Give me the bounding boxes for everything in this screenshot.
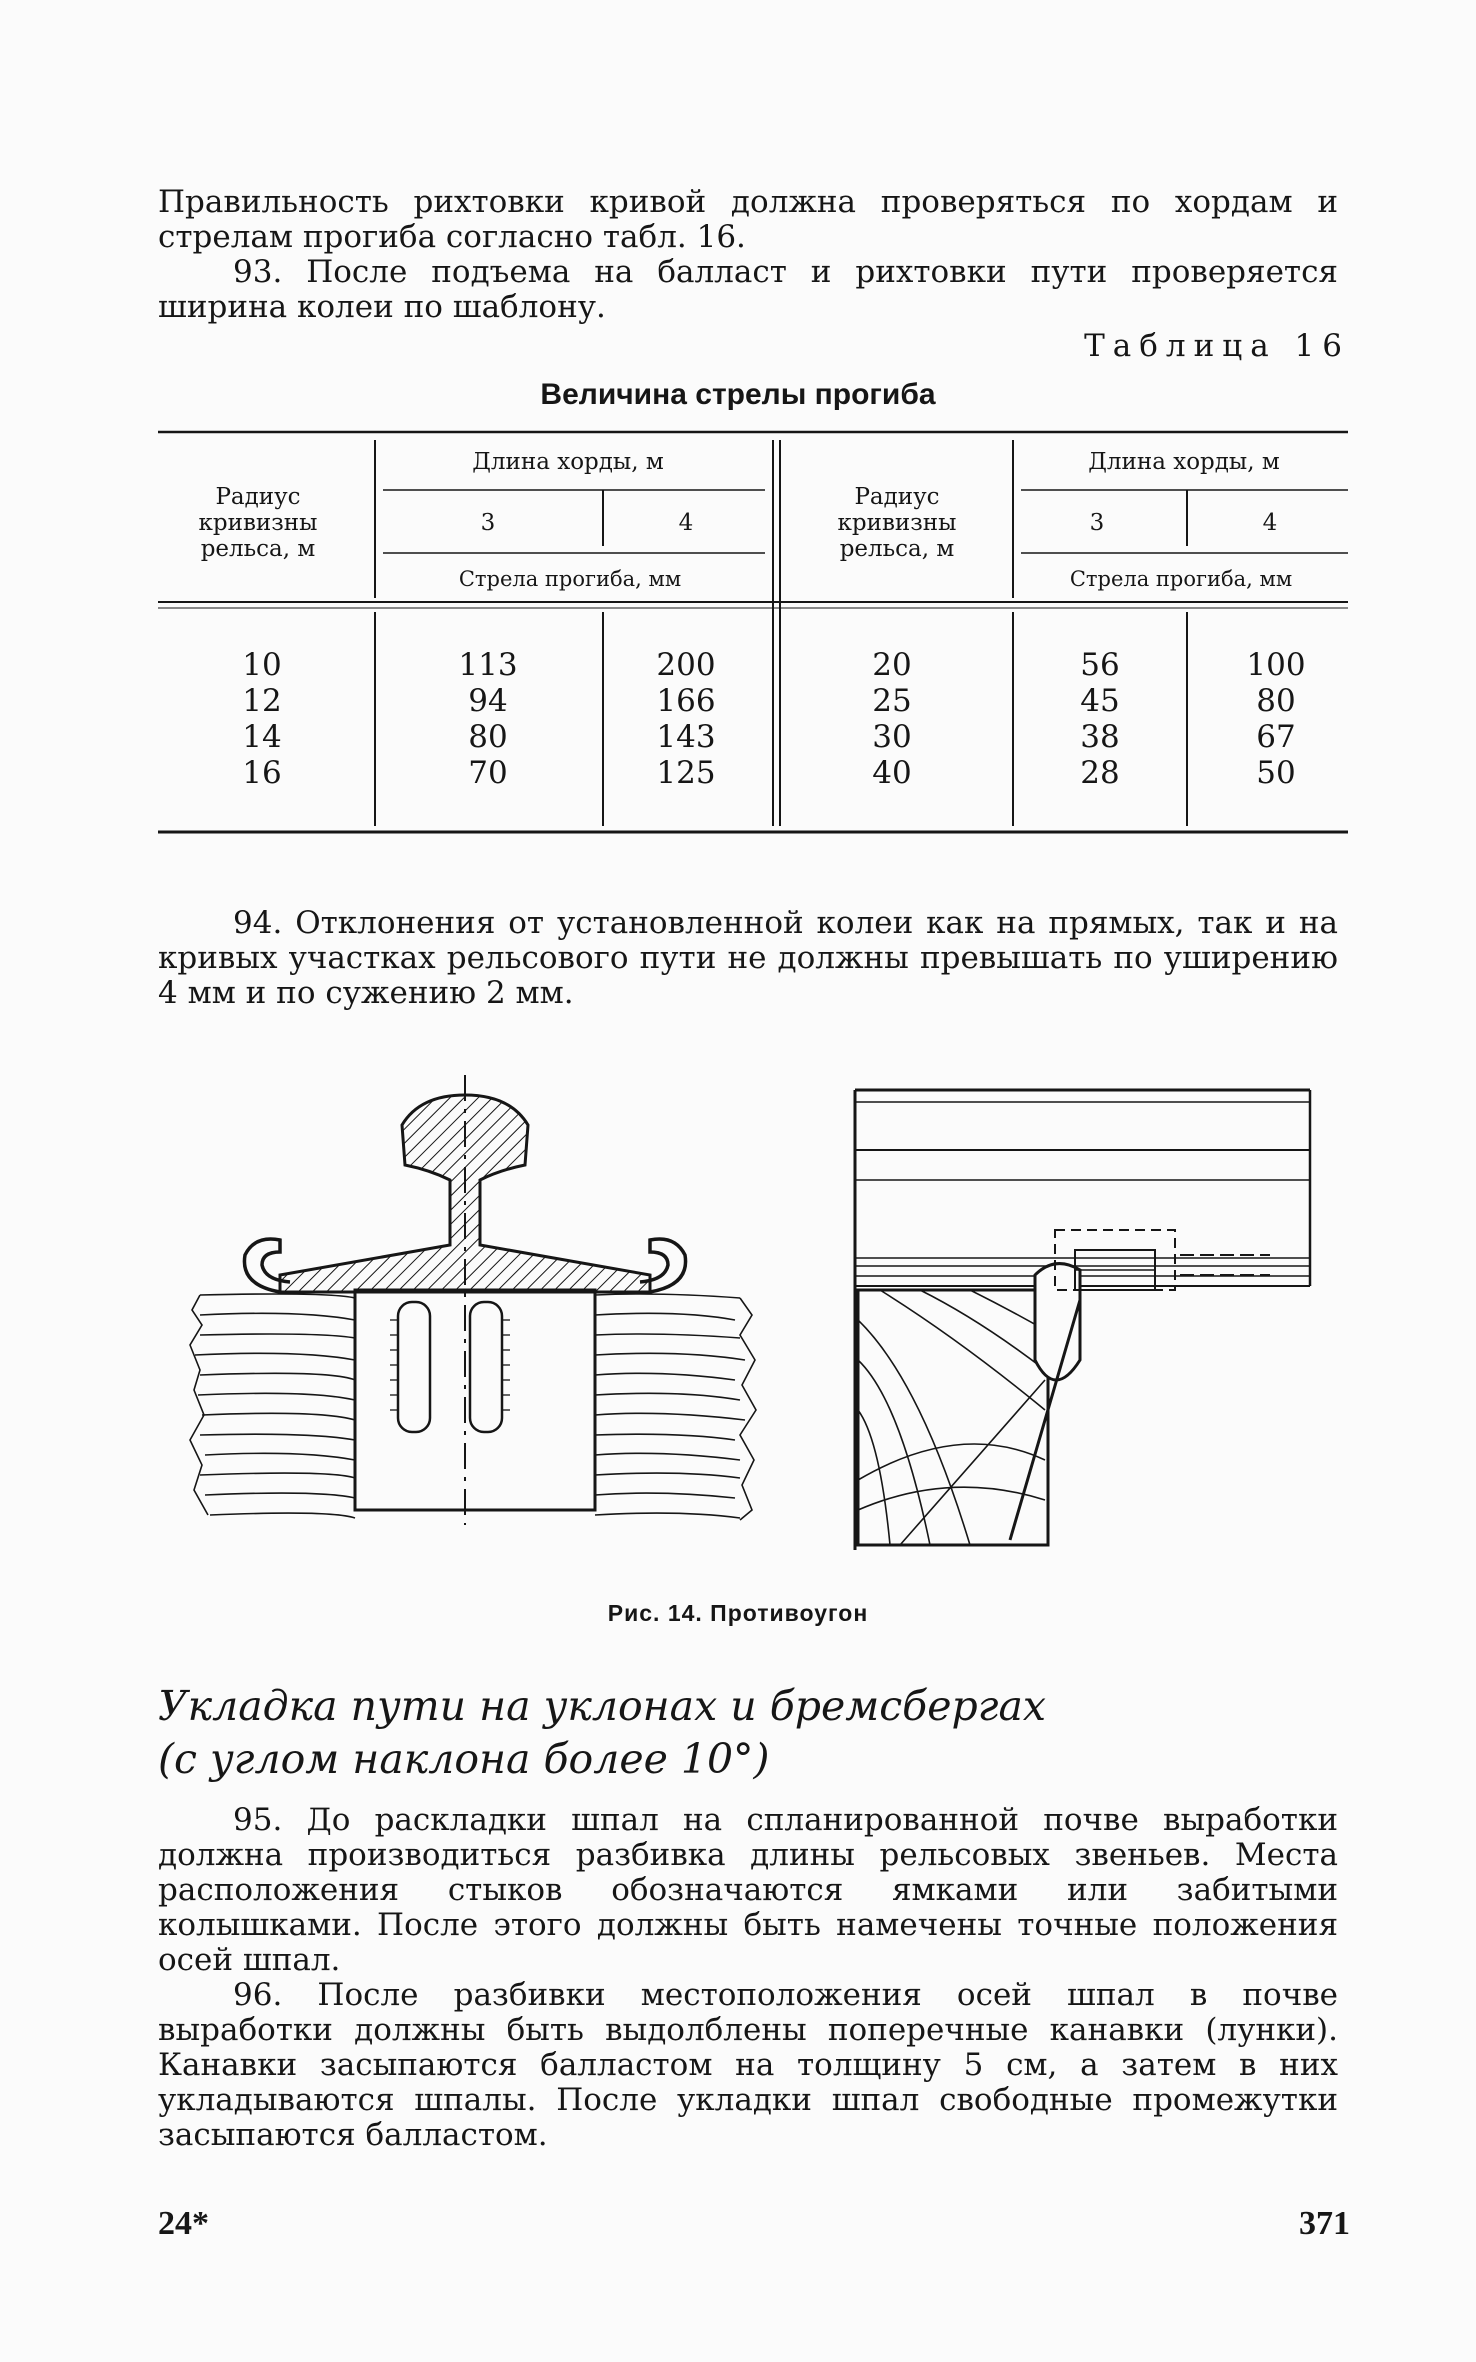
chord-3-left: 3 — [480, 510, 496, 536]
chord-4-right: 4 — [1262, 510, 1278, 536]
cell-chord3-left: 113 — [458, 647, 518, 683]
cell-chord3-right: 38 — [1080, 719, 1120, 755]
cell-chord3-left: 80 — [468, 719, 508, 755]
cell-chord4-left: 166 — [656, 683, 716, 719]
cell-chord4-right: 67 — [1256, 719, 1296, 755]
intro-paragraph: Правильность рихтовки кривой должна проверяться по хордам и стрелам прогиба согласно табл. 16. — [158, 184, 1338, 255]
page-number: 371 — [1299, 2205, 1350, 2242]
paragraph-93: 93. После подъема на балласт и рихтовки пути проверяется ширина колеи по шаблону. — [158, 254, 1338, 325]
radius-header-right-1: Радиус — [854, 484, 940, 510]
table-title: Величина стрелы прогиба — [540, 378, 936, 411]
paragraph-94: 94. Отклонения от установленной колеи как на прямых, так и на кривых участках рельсового пути не должны превышать по уширению 4 мм и по сужению 2 мм. — [158, 905, 1338, 1011]
chord-3-right: 3 — [1089, 510, 1105, 536]
anti-creeper-side-figure — [840, 1080, 1320, 1550]
table-number: Таблица 16 — [1084, 328, 1350, 364]
section-title — [158, 1680, 1358, 1786]
radius-header-left-3: рельса, м — [200, 536, 316, 562]
deflection-header-right: Стрела прогиба, мм — [1069, 567, 1293, 591]
deflection-table — [0, 0, 1476, 900]
cell-radius-right: 20 — [872, 647, 912, 683]
cell-radius-left: 14 — [242, 719, 282, 755]
cell-chord4-left: 125 — [656, 755, 716, 791]
cell-chord3-right: 56 — [1080, 647, 1120, 683]
signature-mark: 24* — [158, 2205, 209, 2242]
cell-chord4-left: 143 — [656, 719, 716, 755]
deflection-header-left: Стрела прогиба, мм — [458, 567, 682, 591]
figure-caption: Рис. 14. Противоугон — [607, 1600, 869, 1626]
paragraph-96: 96. После разбивки местоположения осей шпал в почве выработки должны быть выдолблены поперечные канавки (лунки). Канавки засыпаются балластом на толщину 5 см, а затем в них укладываются шпалы. После укладки шпал свободные промежутки засыпаются балластом. — [158, 1977, 1338, 2153]
cell-chord4-right: 50 — [1256, 755, 1296, 791]
chord-4-left: 4 — [678, 510, 694, 536]
cell-radius-left: 10 — [242, 647, 282, 683]
cell-chord3-left: 94 — [468, 683, 508, 719]
cell-chord4-right: 80 — [1256, 683, 1296, 719]
cell-chord4-left: 200 — [656, 647, 716, 683]
radius-header-right-2: кривизны — [837, 510, 957, 536]
anti-creeper-front-figure — [180, 1070, 780, 1570]
cell-radius-left: 12 — [242, 683, 282, 719]
cell-radius-left: 16 — [242, 755, 282, 791]
paragraph-95: 95. До раскладки шпал на спланированной почве выработки должна производиться разбивка длины рельсовых звеньев. Места расположения стыков обозначаются ямками или забитыми колышками. После этого должны быть намечены точные положения осей шпал. — [158, 1802, 1338, 1978]
cell-chord3-left: 70 — [468, 755, 508, 791]
cell-chord3-right: 45 — [1080, 683, 1120, 719]
cell-chord4-right: 100 — [1246, 647, 1306, 683]
radius-header-right-3: рельса, м — [839, 536, 955, 562]
cell-radius-right: 30 — [872, 719, 912, 755]
cell-radius-right: 40 — [872, 755, 912, 791]
cell-radius-right: 25 — [872, 683, 912, 719]
chord-header-right: Длина хорды, м — [1088, 449, 1280, 475]
radius-header-left-1: Радиус — [215, 484, 301, 510]
chord-header-left: Длина хорды, м — [472, 449, 664, 475]
section-title-line-1: Укладка пути на уклонах и бремсбергах — [158, 1682, 1047, 1730]
section-title-line-2: (с углом наклона более 10°) — [158, 1735, 770, 1783]
radius-header-left-2: кривизны — [198, 510, 318, 536]
cell-chord3-right: 28 — [1080, 755, 1120, 791]
